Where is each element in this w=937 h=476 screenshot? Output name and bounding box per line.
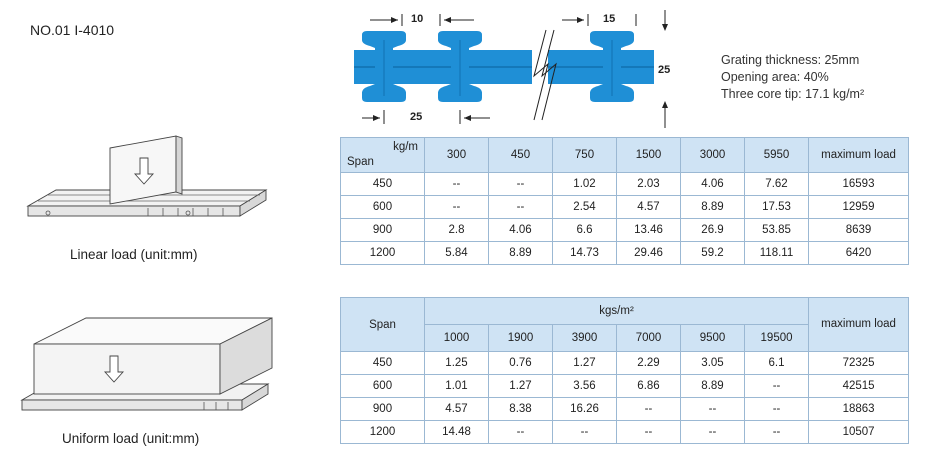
uniform-span-header: Span [341,298,425,352]
value-cell: -- [489,196,553,219]
table-row [341,219,909,242]
value-cell: 17.53 [745,196,809,219]
table-row [341,398,909,421]
uniform-col-header: 3900 [553,325,617,352]
linear-unit-label: kg/m [393,141,418,153]
span-cell: 900 [341,219,425,242]
uniform-max-header: maximum load [809,298,909,352]
value-cell: 8.89 [681,196,745,219]
linear-header-row [341,138,909,173]
value-cell: -- [745,375,809,398]
max-cell: 16593 [809,173,909,196]
max-cell: 18863 [809,398,909,421]
linear-col-header: 750 [553,138,617,173]
uniform-header-row [341,298,909,325]
value-cell: -- [553,421,617,444]
value-cell: 6.6 [553,219,617,242]
value-cell: 6.1 [745,352,809,375]
value-cell: -- [681,398,745,421]
max-cell: 10507 [809,421,909,444]
dim-pitch: 25 [410,111,423,123]
value-cell: 3.56 [553,375,617,398]
value-cell: 8.89 [489,242,553,265]
linear-col-header: 300 [425,138,489,173]
value-cell: 2.8 [425,219,489,242]
value-cell: 8.89 [681,375,745,398]
value-cell: 2.54 [553,196,617,219]
linear-load-illustration [18,128,278,238]
linear-span-label: Span [347,156,374,168]
uniform-load-caption: Uniform load (unit:mm) [62,431,200,446]
value-cell: 2.03 [617,173,681,196]
value-cell: -- [425,173,489,196]
value-cell: 16.26 [553,398,617,421]
uniform-col-header: 7000 [617,325,681,352]
value-cell: 14.48 [425,421,489,444]
profile-diagram [340,4,680,134]
linear-load-table [340,137,909,265]
value-cell: -- [681,421,745,444]
value-cell: 1.02 [553,173,617,196]
value-cell: -- [617,421,681,444]
uniform-load-table [340,297,909,444]
opening-area: Opening area: 40% [721,70,829,84]
uniform-unit-header: kgs/m² [425,298,809,325]
table-row [341,352,909,375]
span-cell: 450 [341,352,425,375]
value-cell: 1.27 [489,375,553,398]
uniform-col-header: 9500 [681,325,745,352]
span-cell: 450 [341,173,425,196]
uniform-col-header: 1900 [489,325,553,352]
table-row [341,242,909,265]
value-cell: 14.73 [553,242,617,265]
table-row [341,421,909,444]
value-cell: -- [489,173,553,196]
linear-col-header: 5950 [745,138,809,173]
value-cell: 6.86 [617,375,681,398]
value-cell: 26.9 [681,219,745,242]
dim-height: 25 [658,64,671,76]
value-cell: 7.62 [745,173,809,196]
value-cell: 1.27 [553,352,617,375]
table-row [341,173,909,196]
linear-col-header: 3000 [681,138,745,173]
value-cell: -- [489,421,553,444]
linear-col-header: 450 [489,138,553,173]
value-cell: 4.57 [617,196,681,219]
value-cell: 1.01 [425,375,489,398]
span-cell: 1200 [341,421,425,444]
value-cell: -- [745,421,809,444]
linear-corner-cell [341,138,425,173]
value-cell: 118.11 [745,242,809,265]
value-cell: 4.06 [681,173,745,196]
value-cell: 3.05 [681,352,745,375]
max-cell: 72325 [809,352,909,375]
value-cell: 29.46 [617,242,681,265]
uniform-col-header: 19500 [745,325,809,352]
dim-top-right-width: 15 [603,13,616,25]
max-cell: 12959 [809,196,909,219]
specs-block [721,52,864,103]
value-cell: 4.57 [425,398,489,421]
uniform-col-header: 1000 [425,325,489,352]
model-title: NO.01 I-4010 [30,22,115,38]
value-cell: 2.29 [617,352,681,375]
three-core-tip: Three core tip: 17.1 kg/m² [721,87,865,101]
value-cell: 53.85 [745,219,809,242]
value-cell: 0.76 [489,352,553,375]
value-cell: -- [617,398,681,421]
value-cell: 4.06 [489,219,553,242]
value-cell: 13.46 [617,219,681,242]
value-cell: 5.84 [425,242,489,265]
span-cell: 600 [341,375,425,398]
table-row [341,196,909,219]
value-cell: 1.25 [425,352,489,375]
grating-thickness: Grating thickness: 25mm [721,53,860,67]
linear-load-caption: Linear load (unit:mm) [70,247,198,262]
value-cell: -- [745,398,809,421]
uniform-load-illustration [14,310,284,420]
value-cell: 8.38 [489,398,553,421]
linear-max-header: maximum load [809,138,909,173]
max-cell: 42515 [809,375,909,398]
value-cell: 59.2 [681,242,745,265]
dim-top-width: 10 [411,13,424,25]
value-cell: -- [425,196,489,219]
table-row [341,375,909,398]
span-cell: 600 [341,196,425,219]
max-cell: 6420 [809,242,909,265]
span-cell: 900 [341,398,425,421]
max-cell: 8639 [809,219,909,242]
span-cell: 1200 [341,242,425,265]
linear-col-header: 1500 [617,138,681,173]
